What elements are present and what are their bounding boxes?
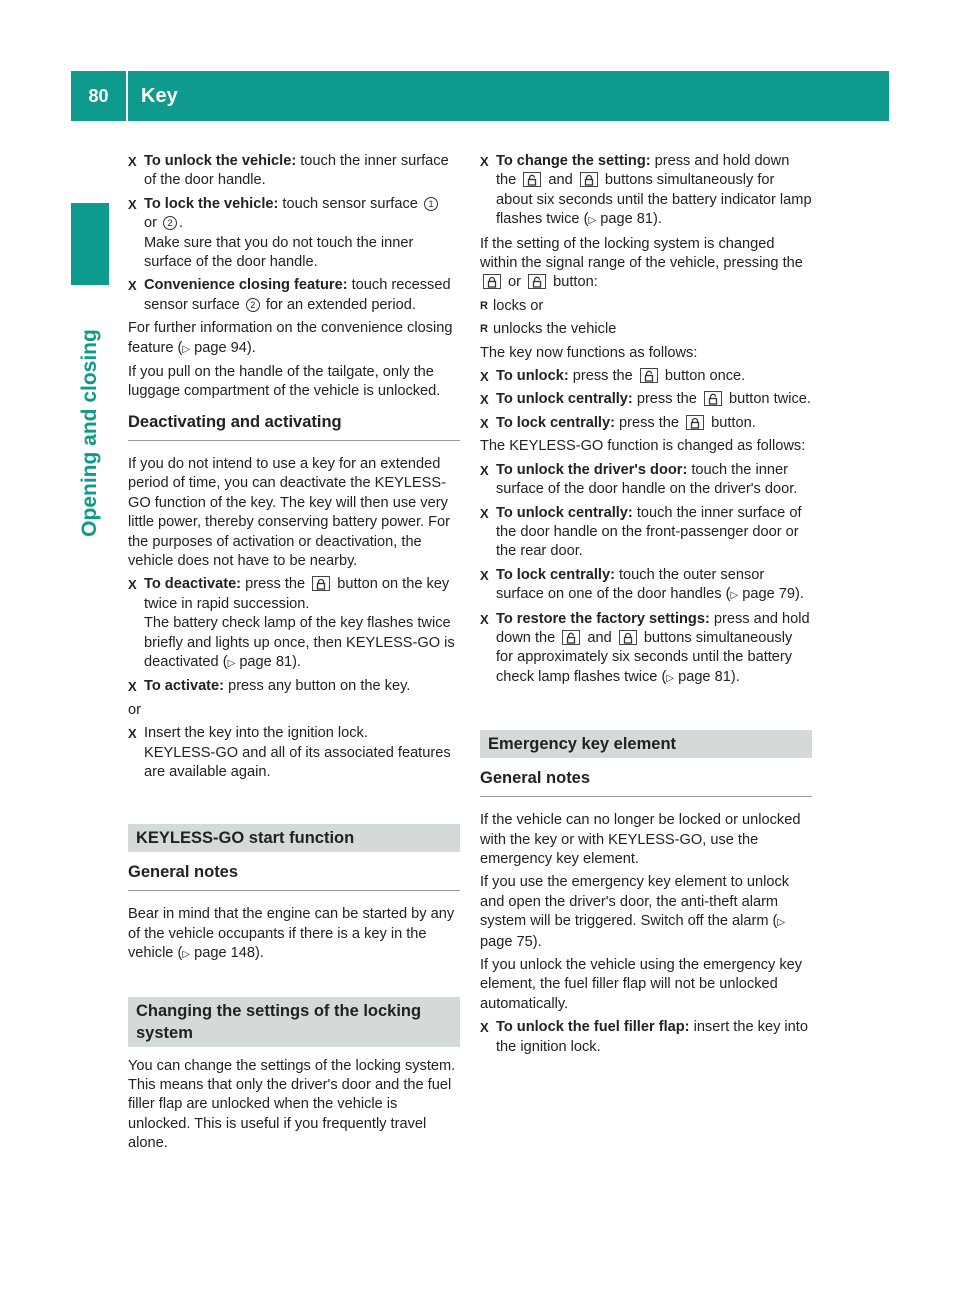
section-changing-settings: Changing the settings of the locking system — [128, 997, 460, 1047]
step-marker: X — [128, 679, 137, 695]
step-marker: X — [128, 726, 137, 742]
closed-padlock-icon — [619, 630, 637, 645]
list-item: R locks or — [480, 297, 812, 316]
step-marker: X — [480, 154, 489, 169]
open-padlock-icon — [562, 630, 580, 645]
page-ref-icon: ▷ — [588, 215, 597, 227]
paragraph: Bear in mind that the engine can be started by any of the vehicle occupants if there is a key in the vehicle (▷ page 148). — [128, 906, 455, 962]
sensor-2-icon: 2 — [246, 298, 260, 312]
page-ref-icon: ▷ — [777, 917, 786, 929]
side-tab-label: Opening and closing — [78, 328, 101, 537]
bullet-marker: R — [480, 323, 488, 336]
step-marker: X — [480, 611, 489, 627]
paragraph: If you pull on the handle of the tailgate, only the luggage compartment of the vehicle is unlocked. — [128, 364, 441, 400]
section-emergency-key: Emergency key element — [480, 730, 812, 758]
step-activate: X To activate: press any button on the key. — [128, 677, 460, 696]
step-marker: X — [128, 577, 137, 593]
closed-padlock-icon — [686, 415, 704, 430]
paragraph: You can change the settings of the locking system. This means that only the driver's door and the fuel filler flap are unlocked when the vehicle is unlocked. This is useful if you frequently travel alone. — [128, 1057, 456, 1152]
open-padlock-icon — [704, 391, 722, 406]
paragraph-or: or — [128, 701, 141, 718]
step-unlock-centrally-sensor: X To unlock centrally: touch the inner surface of the door handle on the front-passenger door or the rear door. — [480, 504, 802, 560]
left-column — [128, 152, 460, 1158]
step-marker: X — [128, 196, 137, 212]
open-padlock-icon — [528, 274, 546, 289]
step-marker: X — [480, 505, 489, 521]
step-marker: X — [128, 154, 137, 169]
step-lock-centrally: X To lock centrally: press the button. — [480, 414, 812, 433]
paragraph: For further information on the convenience closing feature (▷ page 94). — [128, 320, 453, 356]
step-marker: X — [128, 278, 137, 294]
step-restore-factory: X To restore the factory settings: press and hold down the and buttons simultaneously for approximately six seconds until the battery check lamp flashes twice (▷ page 81). — [480, 610, 810, 685]
page-ref-icon: ▷ — [666, 672, 675, 684]
paragraph: If you unlock the vehicle using the emergency key element, the fuel filler flap will not be unlocked automatically. — [480, 957, 803, 1012]
closed-padlock-icon — [312, 576, 330, 591]
right-column — [480, 152, 812, 1061]
header-divider — [126, 71, 128, 121]
step-unlock-centrally: X To unlock centrally: press the button twice. — [480, 390, 812, 409]
paragraph: If the vehicle can no longer be locked or unlocked with the key or with KEYLESS-GO, use the emergency key element. — [480, 812, 801, 867]
page-ref-icon: ▷ — [730, 590, 739, 602]
paragraph: If you do not intend to use a key for an extended period of time, you can deactivate the KEYLESS-GO function of the key. The key will then use very little power, thereby conserving battery power. For the purposes of activation or deactivation, the vehicle does not have to be nearby. — [128, 455, 451, 569]
paragraph: The KEYLESS-GO function is changed as follows: — [480, 438, 806, 455]
heading-deactivating: Deactivating and activating — [128, 412, 460, 441]
step-marker: X — [480, 415, 489, 431]
step-lock-centrally-sensor: X To lock centrally: touch the outer sensor surface on one of the door handles (▷ page 79). — [480, 566, 804, 603]
page-ref-icon: ▷ — [182, 343, 191, 355]
sensor-2-icon: 2 — [163, 216, 177, 230]
closed-padlock-icon — [580, 172, 598, 187]
open-padlock-icon — [523, 172, 541, 187]
paragraph: The key now functions as follows: — [480, 344, 698, 361]
paragraph: If you use the emergency key element to unlock and open the driver's door, the anti-theft alarm system will be triggered. Switch off the alarm (▷ page 75). — [480, 874, 790, 950]
closed-padlock-icon — [483, 274, 501, 289]
step-unlock-drivers-door: X To unlock the driver's door: touch the inner surface of the door handle on the driver's door. — [480, 461, 798, 498]
step-marker: X — [480, 369, 489, 385]
sensor-1-icon: 1 — [424, 197, 438, 211]
heading-general-notes: General notes — [128, 862, 460, 891]
step-lock-vehicle: X To lock the vehicle: touch sensor surface 1 or 2 . Make sure that you do not touch the inner surface of the door handle. — [128, 195, 460, 273]
section-keyless-go-start: KEYLESS-GO start function — [128, 824, 460, 852]
step-marker: X — [480, 462, 489, 478]
open-padlock-icon — [640, 368, 658, 383]
step-convenience-closing: X Convenience closing feature: touch recessed sensor surface 2 for an extended period. — [128, 277, 451, 313]
step-marker: X — [480, 392, 489, 408]
list-item: R unlocks the vehicle — [480, 320, 812, 339]
step-unlock-fuel-flap: X To unlock the fuel filler flap: insert the key into the ignition lock. — [480, 1019, 808, 1055]
heading-general-notes: General notes — [480, 768, 812, 797]
step-insert-key: X Insert the key into the ignition lock. KEYLESS-GO and all of its associated features are available again. — [128, 725, 451, 780]
bullet-marker: R — [480, 299, 488, 312]
step-unlock: X To unlock: press the button once. — [480, 367, 812, 386]
paragraph: If the setting of the locking system is changed within the signal range of the vehicle, pressing the or button: — [480, 235, 803, 291]
page-ref-icon: ▷ — [227, 657, 236, 669]
header-bar — [71, 71, 889, 121]
page-number: 80 — [88, 85, 109, 106]
side-tab-marker — [71, 203, 109, 285]
step-deactivate: X To deactivate: press the button on the key twice in rapid succession. The battery check lamp of the key flashes twice briefly and lights up once, then KEYLESS-GO is deactivated (▷ page 81). — [128, 576, 455, 670]
step-unlock-vehicle: X To unlock the vehicle: touch the inner surface of the door handle. — [128, 153, 449, 189]
step-change-setting: X To change the setting: press and hold down the and buttons simultaneously for about six seconds until the battery indicator lamp flashes twice (▷ page 81). — [480, 153, 812, 228]
page-title: Key — [141, 84, 178, 107]
step-marker: X — [480, 1020, 489, 1036]
page-ref-icon: ▷ — [182, 949, 191, 961]
step-marker: X — [480, 567, 489, 583]
